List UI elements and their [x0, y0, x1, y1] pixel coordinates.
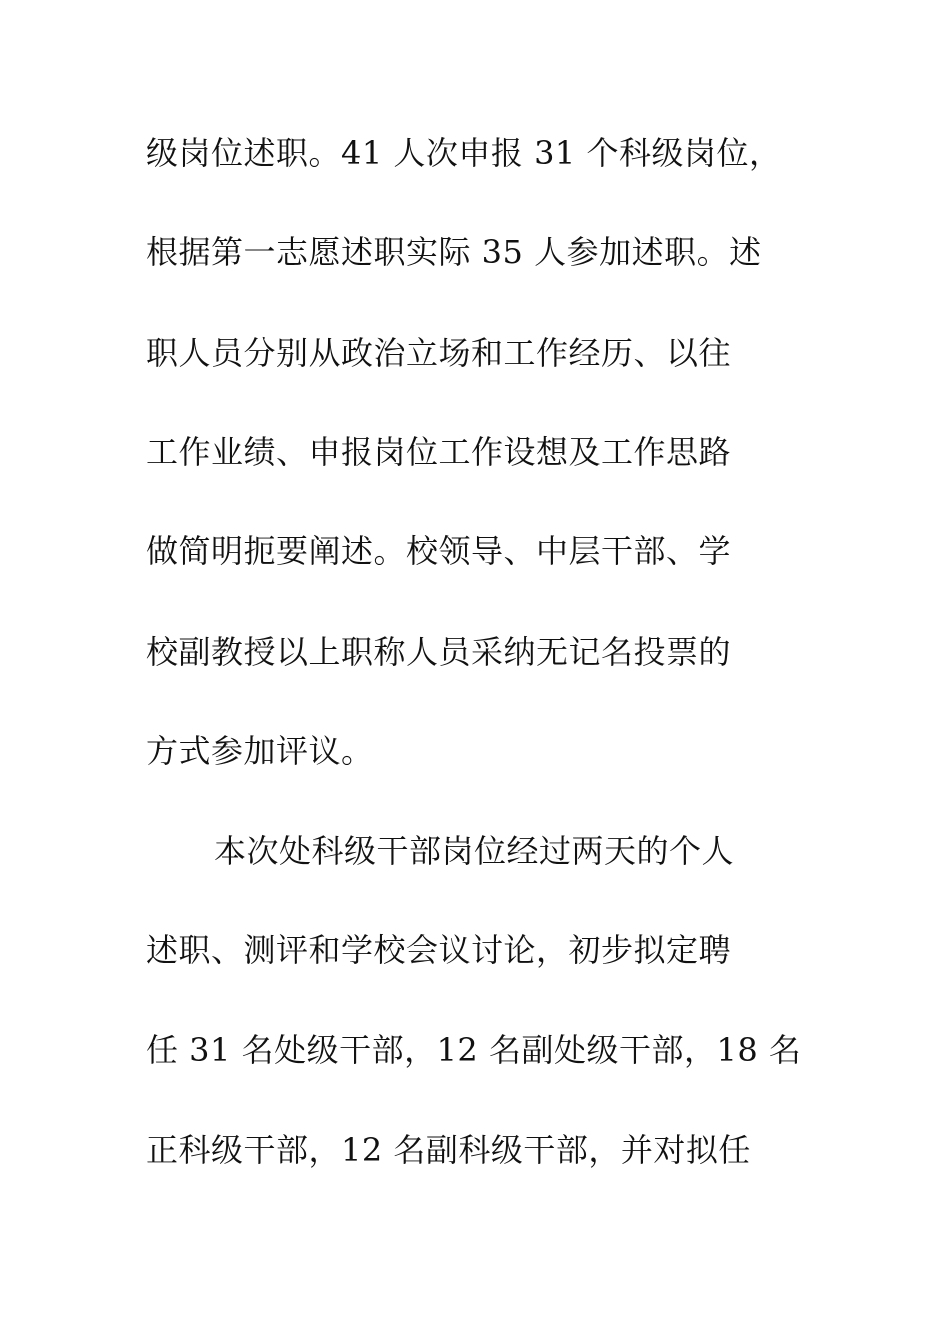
paragraph1-line-6: 校副教授以上职称人员采纳无记名投票的: [146, 633, 732, 671]
paragraph1-line-1: 级岗位述职。41 人次申报 31 个科级岗位，: [146, 134, 782, 172]
paragraph2-line-3: 任 31 名处级干部，12 名副处级干部，18 名: [146, 1031, 802, 1069]
paragraph2-line-4: 正科级干部，12 名副科级干部，并对拟任: [146, 1131, 751, 1169]
paragraph1-line-5: 做简明扼要阐述。校领导、中层干部、学: [146, 532, 732, 570]
paragraph1-line-2: 根据第一志愿述职实际 35 人参加述职。述: [146, 233, 762, 271]
paragraph2-line-1: 本次处科级干部岗位经过两天的个人: [214, 832, 735, 870]
paragraph1-line-7: 方式参加评议。: [146, 732, 374, 770]
paragraph2-line-2: 述职、测评和学校会议讨论，初步拟定聘: [146, 931, 732, 969]
paragraph1-line-3: 职人员分别从政治立场和工作经历、以往: [146, 334, 732, 372]
paragraph1-line-4: 工作业绩、申报岗位工作设想及工作思路: [146, 433, 732, 471]
